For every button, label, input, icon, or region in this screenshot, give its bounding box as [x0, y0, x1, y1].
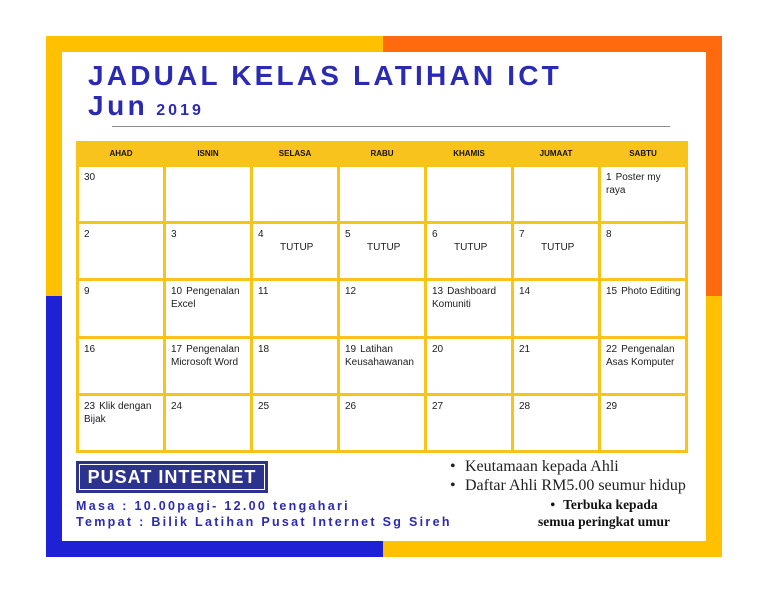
day-line: [345, 343, 420, 356]
event-title: Bijak: [84, 413, 106, 425]
day-number: 14: [519, 286, 531, 298]
calendar-day-cell: [514, 396, 598, 450]
day-number: 23: [84, 400, 96, 412]
day-line: [606, 343, 681, 356]
calendar-day-cell: [340, 281, 424, 335]
frame-top-left-bar: [46, 36, 383, 52]
day-number: 12: [345, 286, 357, 298]
day-number: 30: [84, 172, 96, 183]
calendar-day-cell: [427, 281, 511, 335]
calendar-day-cell: [601, 281, 685, 335]
calendar-day-cell: [79, 167, 163, 221]
day-number: 6: [432, 229, 438, 241]
day-number: 17: [171, 343, 183, 355]
day-number: 3: [171, 229, 177, 241]
calendar-day-cell: [340, 224, 424, 278]
day-number: 10: [171, 286, 183, 298]
day-line: [606, 171, 681, 184]
day-line: [432, 228, 507, 241]
day-number: 15: [606, 286, 618, 298]
day-line: [171, 400, 246, 413]
event-title: Pengenalan: [186, 343, 240, 355]
day-line: [432, 343, 507, 356]
calendar-day-cell: [166, 224, 250, 278]
closed-note: TUTUP: [541, 242, 575, 254]
calendar-day-cell: [427, 224, 511, 278]
day-number: 4: [258, 229, 264, 241]
day-number: 29: [606, 400, 618, 412]
day-line: [84, 343, 159, 356]
calendar-day-cell: [79, 281, 163, 335]
note-item: • Daftar Ahli RM5.00 seumur hidup: [450, 476, 686, 495]
day-line: [606, 228, 681, 241]
calendar-empty-cell: [427, 167, 511, 221]
event-title: Pengenalan: [621, 343, 675, 355]
weekday-header: RABU: [370, 149, 394, 158]
day-number: 2: [84, 229, 90, 241]
event-title: Komuniti: [432, 299, 471, 311]
day-line: [84, 228, 159, 241]
event-title: Pengenalan: [186, 286, 240, 298]
weekday-header: AHAD: [109, 149, 133, 158]
calendar-day-cell: [253, 224, 337, 278]
class-venue: Tempat : Bilik Latihan Pusat Internet Sg Sireh: [76, 515, 452, 529]
event-title: Keusahawanan: [345, 356, 414, 368]
day-line: [519, 285, 594, 298]
note-item: • Keutamaan kepada Ahli: [450, 457, 686, 476]
calendar-day-cell: [514, 281, 598, 335]
frame-right-bottom-bar: [706, 296, 722, 557]
frame-bottom-left-bar: [46, 541, 383, 557]
calendar-day-cell: [514, 339, 598, 393]
day-line: [258, 343, 333, 356]
event-title: Excel: [171, 299, 196, 311]
day-line: [258, 228, 333, 241]
event-line: [84, 413, 159, 426]
calendar-day-cell: [601, 396, 685, 450]
day-number: 1: [606, 172, 612, 183]
calendar-day-cell: [340, 339, 424, 393]
calendar-day-cell: [514, 224, 598, 278]
calendar-grid: [76, 141, 688, 453]
logo-text: PUSAT INTERNET: [79, 464, 265, 490]
day-number: 22: [606, 343, 618, 355]
calendar-empty-cell: [253, 167, 337, 221]
event-title: raya: [606, 185, 626, 196]
event-line: [171, 298, 246, 311]
day-number: 25: [258, 400, 270, 412]
day-line: [345, 400, 420, 413]
day-number: 27: [432, 400, 444, 412]
page-title: JADUAL KELAS LATIHAN ICT: [88, 60, 562, 91]
pusat-internet-logo: [76, 461, 268, 493]
day-number: 5: [345, 229, 351, 241]
event-title: Poster my: [615, 172, 661, 183]
closed-note: TUTUP: [367, 242, 401, 254]
highlight-line: • Terbuka kepada: [519, 496, 689, 513]
calendar-empty-cell: [514, 167, 598, 221]
day-number: 19: [345, 343, 357, 355]
day-line: [345, 285, 420, 298]
day-line: [84, 285, 159, 298]
calendar-day-cell: [427, 339, 511, 393]
calendar-day-cell: [166, 281, 250, 335]
day-line: [258, 285, 333, 298]
open-to-all-note: [519, 496, 689, 530]
month-heading: [88, 90, 204, 127]
event-title: Asas Komputer: [606, 356, 675, 368]
event-title: Photo Editing: [621, 286, 681, 298]
event-line: [606, 184, 681, 197]
day-number: 21: [519, 343, 531, 355]
calendar-day-cell: [601, 224, 685, 278]
frame-bottom-right-bar: [383, 541, 722, 557]
day-number: 11: [258, 286, 269, 298]
frame-right-top-bar: [706, 36, 722, 296]
day-number: 7: [519, 229, 525, 241]
day-number: 24: [171, 400, 183, 412]
class-time: Masa : 10.00pagi- 12.00 tengahari: [76, 499, 350, 513]
day-line: [606, 285, 681, 298]
day-line: [84, 171, 159, 184]
weekday-header: JUMAAT: [539, 149, 573, 158]
calendar-day-cell: [253, 281, 337, 335]
calendar-day-cell: [601, 167, 685, 221]
day-number: 20: [432, 343, 444, 355]
event-title: Klik dengan: [99, 400, 152, 412]
day-number: 9: [84, 286, 90, 298]
event-title: Dashboard: [447, 286, 497, 298]
calendar-day-cell: [79, 339, 163, 393]
calendar-day-cell: [253, 339, 337, 393]
calendar-empty-cell: [340, 167, 424, 221]
weekday-header: SABTU: [629, 149, 657, 158]
day-line: [171, 228, 246, 241]
frame-top-right-bar: [383, 36, 722, 52]
frame-left-bottom-bar: [46, 296, 62, 557]
weekday-header: ISNIN: [197, 149, 219, 158]
weekday-header: KHAMIS: [453, 149, 485, 158]
day-line: [432, 400, 507, 413]
event-title: Latihan: [360, 343, 393, 355]
event-line: [345, 356, 420, 369]
calendar-day-cell: [601, 339, 685, 393]
day-line: [171, 285, 246, 298]
title-divider: [112, 126, 670, 127]
month-label: Jun: [88, 90, 149, 121]
day-number: 26: [345, 400, 357, 412]
day-line: [432, 285, 507, 298]
calendar-day-cell: [166, 339, 250, 393]
calendar-day-cell: [253, 396, 337, 450]
notes-list: [450, 457, 686, 495]
calendar-day-cell: [427, 396, 511, 450]
calendar-day-cell: [340, 396, 424, 450]
calendar-day-cell: [79, 224, 163, 278]
day-line: [258, 400, 333, 413]
event-line: [432, 298, 507, 311]
frame-left-top-bar: [46, 36, 62, 296]
day-line: [606, 400, 681, 413]
closed-note: TUTUP: [454, 242, 488, 254]
day-number: 8: [606, 229, 612, 241]
day-number: 18: [258, 343, 270, 355]
day-line: [84, 400, 159, 413]
closed-note: TUTUP: [280, 242, 314, 254]
calendar-day-cell: [79, 396, 163, 450]
weekday-header: SELASA: [278, 149, 312, 158]
day-line: [345, 228, 420, 241]
event-line: [606, 356, 681, 369]
day-line: [519, 400, 594, 413]
year-label: 2019: [156, 102, 204, 119]
day-number: 16: [84, 343, 96, 355]
calendar-empty-cell: [166, 167, 250, 221]
day-line: [519, 343, 594, 356]
day-number: 28: [519, 400, 531, 412]
highlight-line: semua peringkat umur: [537, 514, 670, 529]
day-number: 13: [432, 286, 444, 298]
event-title: Microsoft Word: [171, 356, 239, 368]
day-line: [519, 228, 594, 241]
day-line: [171, 343, 246, 356]
calendar-day-cell: [166, 396, 250, 450]
event-line: [171, 356, 246, 369]
